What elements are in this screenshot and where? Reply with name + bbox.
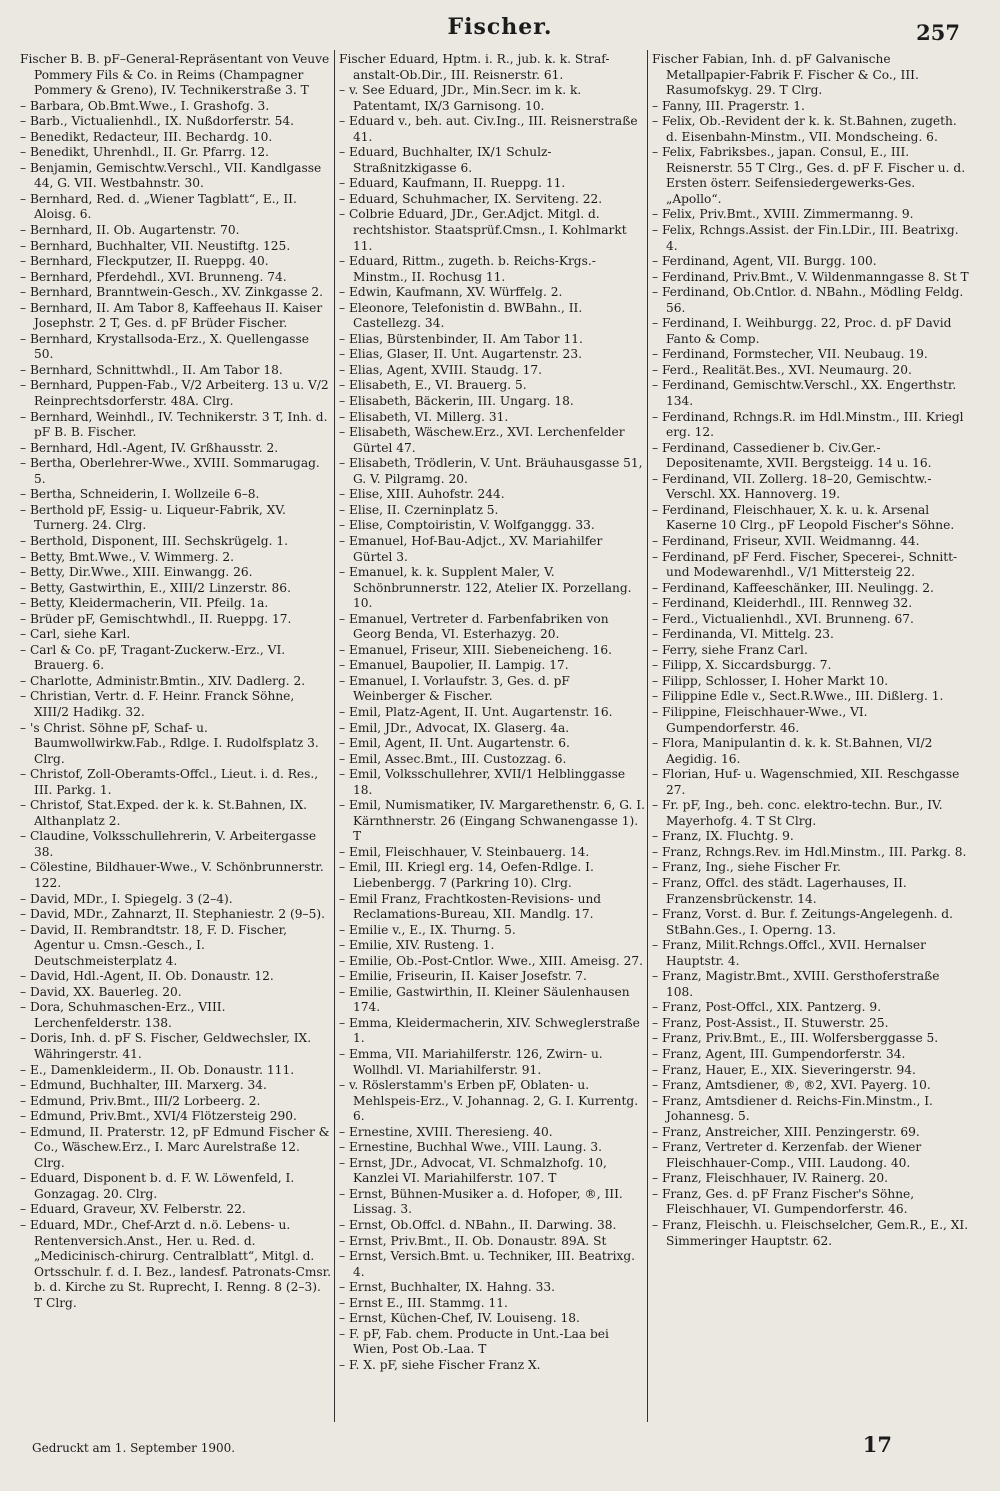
directory-entry: – Edmund, Buchhalter, III. Marxerg. 34.: [20, 1078, 267, 1093]
directory-entry: – David, II. Rembrandtstr. 18, F. D. Fischer, Agentur u. Cmsn.-Gesch., I. Deutschmeisterplatz 4.: [20, 922, 287, 968]
directory-entry: Fischer Eduard, Hptm. i. R., jub. k. k. Straf-anstalt-Ob.Dir., III. Reisnerstr. 61.: [339, 52, 610, 82]
directory-entry: – Bernhard, Weinhdl., IV. Technikerstr. 3 T, Inh. d. pF B. B. Fischer.: [20, 409, 328, 440]
directory-entry: – Florian, Huf- u. Wagenschmied, XII. Reschgasse 27.: [652, 767, 960, 797]
directory-entry: – Ernst, Bühnen-Musiker a. d. Hofoper, ®, III. Lissag. 3.: [339, 1186, 623, 1217]
directory-entry: – Barbara, Ob.Bmt.Wwe., I. Grashofg. 3.: [20, 98, 270, 113]
directory-entry: – Franz, Fleischh. u. Fleischselcher, Gem.R., E., XI. Simmeringer Hauptstr. 62.: [652, 1218, 969, 1248]
directory-entry: – Emil, JDr., Advocat, IX. Glaserg. 4a.: [339, 720, 570, 735]
directory-entry: – Bernhard, II. Am Tabor 8, Kaffeehaus II. Kaiser Josephstr. 2 T, Ges. d. pF Brüder Fischer.: [20, 300, 323, 331]
directory-entry: – Edmund, Priv.Bmt., III/2 Lorbeerg. 2.: [20, 1093, 261, 1108]
directory-entry: – Bernhard, Buchhalter, VII. Neustiftg. 125.: [20, 238, 291, 253]
directory-entry: – Ferdinand, Agent, VII. Burgg. 100.: [652, 254, 877, 269]
directory-entry: – Bernhard, Branntwein-Gesch., XV. Zinkgasse 2.: [20, 285, 323, 300]
directory-entry: – 's Christ. Söhne pF, Schaf- u. Baumwollwirkw.Fab., Rdlge. I. Rudolfsplatz 3. Clrg.: [20, 720, 319, 766]
directory-entry: – Elise, XIII. Auhofstr. 244.: [339, 487, 505, 502]
directory-entry: – Eduard, Buchhalter, IX/1 Schulz-Straßnitzkigasse 6.: [339, 145, 552, 175]
directory-entry: – Emil, Platz-Agent, II. Unt. Augartenstr. 16.: [339, 704, 613, 719]
directory-entry: – E., Damenkleiderm., II. Ob. Donaustr. 111.: [20, 1062, 295, 1077]
directory-entry: – Elisabeth, Trödlerin, V. Unt. Bräuhausgasse 51, G. V. Pilgramg. 20.: [339, 456, 643, 486]
directory-entry: – Emilie, Friseurin, II. Kaiser Josefstr. 7.: [339, 969, 587, 984]
directory-entry: – Eleonore, Telefonistin d. BWBahn., II. Castellezg. 34.: [339, 300, 583, 331]
directory-entry: Fischer B. B. pF–General-Repräsentant von Veuve Pommery Fils & Co. in Reims (Champagner Pommery & Greno), IV. Technikerstraße 3. T: [20, 52, 330, 98]
directory-entry: – Emil, Numismatiker, IV. Margarethenstr. 6, G. I. Kärnthnerstr. 26 (Eingang Schwanengasse 1). T: [339, 798, 645, 844]
directory-entry: – Bernhard, Red. d. „Wiener Tagblatt“, E., II. Aloisg. 6.: [20, 191, 297, 222]
directory-entry: – Ernestine, XVIII. Theresieng. 40.: [339, 1124, 553, 1139]
directory-entry: – Benedikt, Uhrenhdl., II. Gr. Pfarrg. 12.: [20, 145, 270, 160]
directory-entry: – Franz, IX. Fluchtg. 9.: [652, 829, 794, 844]
directory-entry: Fischer Fabian, Inh. d. pF Galvanische Metallpapier-Fabrik F. Fischer & Co., III. Rasumofskyg. 29. T Clrg.: [652, 52, 919, 98]
directory-entry: – Franz, Offcl. des städt. Lagerhauses, II. Franzensbrückenstr. 14.: [652, 875, 907, 906]
directory-entry: – Emilie v., E., IX. Thurng. 5.: [339, 922, 516, 937]
directory-entry: – Ernst, Ob.Offcl. d. NBahn., II. Darwing. 38.: [339, 1218, 617, 1233]
directory-entry: – Ferdinanda, VI. Mittelg. 23.: [652, 627, 834, 642]
directory-entry: – Bertha, Oberlehrer-Wwe., XVIII. Sommarugag. 5.: [20, 456, 320, 486]
directory-entry: – Ferdinand, VII. Zollerg. 18–20, Gemischtw.-Verschl. XX. Hannoverg. 19.: [652, 471, 932, 502]
directory-entry: – Ernst, Priv.Bmt., II. Ob. Donaustr. 89A. St: [339, 1233, 607, 1248]
directory-entry: – F. X. pF, siehe Fischer Franz X.: [339, 1357, 541, 1372]
directory-entry: – Franz, Milit.Rchngs.Offcl., XVII. Hernalser Hauptstr. 4.: [652, 938, 926, 968]
column-divider: [647, 50, 648, 1422]
directory-entry: – Benedikt, Redacteur, III. Bechardg. 10.: [20, 129, 273, 144]
directory-entry: – Eduard, Disponent b. d. F. W. Löwenfeld, I. Gonzagag. 20. Clrg.: [20, 1171, 295, 1201]
directory-entry: – Franz, Post-Offcl., XIX. Pantzerg. 9.: [652, 1000, 882, 1015]
directory-entry: – Betty, Gastwirthin, E., XIII/2 Linzerstr. 86.: [20, 580, 291, 595]
directory-entry: – Eduard, Schuhmacher, IX. Serviteng. 22.: [339, 191, 603, 206]
directory-entry: – Ferdinand, Kaffeeschänker, III. Neulingg. 2.: [652, 580, 934, 595]
directory-entry: – Bernhard, Schnittwhdl., II. Am Tabor 18.: [20, 362, 283, 377]
directory-entry: – Doris, Inh. d. pF S. Fischer, Geldwechsler, IX. Währingerstr. 41.: [20, 1031, 312, 1061]
directory-entry: – Christof, Stat.Exped. der k. k. St.Bahnen, IX. Althanplatz 2.: [20, 798, 307, 828]
directory-entry: – Ferdinand, Ob.Cntlor. d. NBahn., Mödling Feldg. 56.: [652, 285, 964, 315]
directory-entry: – Ferry, siehe Franz Carl.: [652, 642, 808, 657]
directory-entry: – David, MDr., Zahnarzt, II. Stephaniestr. 2 (9–5).: [20, 907, 326, 922]
column-2: [339, 52, 645, 1420]
directory-entry: – Fanny, III. Pragerstr. 1.: [652, 98, 805, 113]
directory-entry: – Ferdinand, Friseur, XVII. Weidmanng. 44.: [652, 533, 920, 548]
directory-entry: – Bertha, Schneiderin, I. Wollzeile 6–8.: [20, 487, 260, 502]
directory-entry: – David, MDr., I. Spiegelg. 3 (2–4).: [20, 891, 233, 906]
directory-entry: – David, XX. Bauerleg. 20.: [20, 984, 182, 999]
directory-entry: – Colbrie Eduard, JDr., Ger.Adjct. Mitgl. d. rechtshistor. Staatsprüf.Cmsn., I. Kohlmarkt 11.: [339, 207, 627, 253]
directory-entry: – Franz, Ing., siehe Fischer Fr.: [652, 860, 841, 875]
directory-entry: – Franz, Agent, III. Gumpendorferstr. 34.: [652, 1047, 906, 1061]
directory-entry: – Elias, Glaser, II. Unt. Augartenstr. 23.: [339, 347, 582, 362]
directory-entry: – Carl, siehe Karl.: [20, 627, 131, 642]
directory-entry: – Ferd., Victualienhdl., XVI. Brunneng. 67.: [652, 611, 914, 626]
directory-entry: – Christof, Zoll-Oberamts-Offcl., Lieut. i. d. Res., III. Parkg. 1.: [20, 767, 319, 797]
directory-entry: – Emma, VII. Mariahilferstr. 126, Zwirn- u. Wollhdl. VI. Mariahilferstr. 91.: [339, 1047, 603, 1077]
directory-entry: – Elisabeth, VI. Millerg. 31.: [339, 409, 509, 424]
directory-entry: – Emil, Volksschullehrer, XVII/1 Helblinggasse 18.: [339, 767, 626, 797]
directory-entry: – Betty, Kleidermacherin, VII. Pfeilg. 1a.: [20, 596, 269, 611]
directory-entry: – Elias, Bürstenbinder, II. Am Tabor 11.: [339, 331, 583, 346]
directory-entry: – Felix, Ob.-Revident der k. k. St.Bahnen, zugeth. d. Eisenbahn-Minstm., VII. Mondscheing. 6.: [652, 114, 957, 144]
directory-entry: – Emanuel, Vertreter d. Farbenfabriken von Georg Benda, VI. Esterhazyg. 20.: [339, 611, 609, 642]
directory-entry: – Dora, Schuhmaschen-Erz., VIII. Lerchenfelderstr. 138.: [20, 1000, 226, 1030]
directory-entry: – Ferdinand, Priv.Bmt., V. Wildenmanngasse 8. St T: [652, 269, 969, 284]
directory-entry: – Franz, Vorst. d. Bur. f. Zeitungs-Angelegenh. d. StBahn.Ges., I. Operng. 13.: [652, 907, 953, 937]
directory-entry: – Franz, Rchngs.Rev. im Hdl.Minstm., III. Parkg. 8.: [652, 844, 967, 859]
directory-entry: – Edmund, II. Praterstr. 12, pF Edmund Fischer & Co., Wäschew.Erz., I. Marc Aurelstraße 12. Clrg.: [20, 1124, 330, 1170]
directory-entry: – Franz, Vertreter d. Kerzenfab. der Wiener Fleischhauer-Comp., VIII. Laudong. 40.: [652, 1140, 922, 1170]
directory-entry: – Ernst, Küchen-Chef, IV. Louiseng. 18.: [339, 1311, 580, 1326]
directory-entry: – Charlotte, Administr.Bmtin., XIV. Dadlerg. 2.: [20, 673, 306, 688]
directory-entry: – Betty, Dir.Wwe., XIII. Einwangg. 26.: [20, 565, 253, 580]
column-3: [652, 52, 970, 1420]
directory-entry: – Ferdinand, Formstecher, VII. Neubaug. 19.: [652, 347, 928, 362]
directory-entry: – Ernst, Buchhalter, IX. Hahng. 33.: [339, 1280, 556, 1295]
directory-entry: – Bernhard, Pferdehdl., XVI. Brunneng. 74.: [20, 269, 287, 284]
directory-entry: – Filipp, Schlosser, I. Hoher Markt 10.: [652, 673, 889, 688]
directory-entry: – Eduard, Kaufmann, II. Rueppg. 11.: [339, 176, 566, 191]
directory-entry: – Fr. pF, Ing., beh. conc. elektro-techn. Bur., IV. Mayerhofg. 4. T St Clrg.: [652, 798, 943, 828]
directory-entry: – Emanuel, Friseur, XIII. Siebeneicheng. 16.: [339, 642, 612, 657]
directory-entry: – Elias, Agent, XVIII. Staudg. 17.: [339, 362, 543, 377]
column-divider: [334, 50, 335, 1422]
directory-entry: – Franz, Hauer, E., XIX. Sieveringerstr. 94.: [652, 1062, 916, 1077]
directory-entry: – Elisabeth, Wäschew.Erz., XVI. Lerchenfelder Gürtel 47.: [339, 425, 625, 455]
page-number: 257: [916, 20, 960, 45]
directory-entry: – Elisabeth, Bäckerin, III. Ungarg. 18.: [339, 394, 574, 409]
directory-entry: – Emanuel, I. Vorlaufstr. 3, Ges. d. pF Weinberger & Fischer.: [339, 673, 570, 704]
directory-entry: – Ernst, JDr., Advocat, VI. Schmalzhofg. 10, Kanzlei VI. Mariahilferstr. 107. T: [339, 1155, 607, 1186]
directory-entry: – Bernhard, II. Ob. Augartenstr. 70.: [20, 223, 240, 238]
column-1: [20, 52, 332, 1420]
directory-entry: – Cölestine, Bildhauer-Wwe., V. Schönbrunnerstr. 122.: [20, 860, 324, 890]
directory-entry: – v. Röslerstamm's Erben pF, Oblaten- u. Mehlspeis-Erz., V. Johannag. 2, G. I. Kurrentg. 6.: [339, 1078, 639, 1124]
directory-entry: – Emilie, XIV. Rusteng. 1.: [339, 938, 495, 953]
directory-entry: – Carl & Co. pF, Tragant-Zuckerw.-Erz., VI. Brauerg. 6.: [20, 642, 286, 673]
directory-entry: – Bernhard, Puppen-Fab., V/2 Arbeiterg. 13 u. V/2 Reinprechtsdorferstr. 48A. Clrg.: [20, 378, 329, 409]
directory-entry: – Emilie, Gastwirthin, II. Kleiner Säulenhausen 174.: [339, 984, 630, 1015]
directory-entry: – Emanuel, k. k. Supplent Maler, V. Schönbrunnerstr. 122, Atelier IX. Porzellang. 10.: [339, 565, 632, 611]
directory-entry: – Ferdinand, pF Ferd. Fischer, Specerei-, Schnitt- und Modewarenhdl., V/1 Mittersteig 22.: [652, 549, 958, 580]
directory-entry: – David, Hdl.-Agent, II. Ob. Donaustr. 12.: [20, 969, 274, 984]
directory-entry: – Franz, Priv.Bmt., E., III. Wolfersberggasse 5.: [652, 1031, 939, 1046]
directory-entry: – Berthold, Disponent, III. Sechskrügelg. 1.: [20, 533, 288, 548]
directory-entry: – Betty, Bmt.Wwe., V. Wimmerg. 2.: [20, 549, 234, 564]
directory-entry: – Edmund, Priv.Bmt., XVI/4 Flötzersteig 290.: [20, 1109, 297, 1124]
directory-entry: – Ferdinand, Gemischtw.Verschl., XX. Engerthstr. 134.: [652, 378, 957, 409]
directory-entry: – Emil, III. Kriegl erg. 14, Oefen-Rdlge. I. Liebenbergg. 7 (Parkring 10). Clrg.: [339, 860, 594, 890]
directory-entry: – Ernst, Versich.Bmt. u. Techniker, III. Beatrixg. 4.: [339, 1249, 636, 1279]
directory-entry: – Edwin, Kaufmann, XV. Würffelg. 2.: [339, 285, 563, 300]
directory-entry: – Franz, Fleischhauer, IV. Rainerg. 20.: [652, 1171, 889, 1186]
page-title: Fischer.: [447, 14, 553, 40]
directory-entry: – Felix, Fabriksbes., japan. Consul, E., III. Reisnerstr. 55 T Clrg., Ges. d. pF F. Fischer u. d. Ersten österr. Seifensiedergewerks-Ges. „Apollo“.: [652, 145, 966, 206]
directory-entry: – Franz, Anstreicher, XIII. Penzingerstr. 69.: [652, 1124, 920, 1139]
directory-entry: – Eduard v., beh. aut. Civ.Ing., III. Reisnerstraße 41.: [339, 114, 638, 144]
directory-entry: – Emma, Kleidermacherin, XIV. Schweglerstraße 1.: [339, 1015, 640, 1046]
directory-entry: – Ferd., Realität.Bes., XVI. Neumaurg. 20.: [652, 362, 912, 377]
signature-mark: 17: [862, 1432, 892, 1457]
directory-entry: – Ferdinand, Rchngs.R. im Hdl.Minstm., III. Kriegl erg. 12.: [652, 409, 964, 440]
directory-entry: – Filippine Edle v., Sect.R.Wwe., III. Dißlerg. 1.: [652, 689, 944, 704]
directory-entry: – Ferdinand, Cassediener b. Civ.Ger.-Depositenamte, XVII. Bergsteigg. 14 u. 16.: [652, 440, 932, 471]
directory-entry: – Berthold pF, Essig- u. Liqueur-Fabrik, XV. Turnerg. 24. Clrg.: [20, 502, 286, 533]
directory-entry: – Bernhard, Hdl.-Agent, IV. Grßhausstr. 2.: [20, 440, 279, 455]
directory-entry: – Flora, Manipulantin d. k. k. St.Bahnen, VI/2 Aegidig. 16.: [652, 736, 933, 766]
directory-entry: – Felix, Priv.Bmt., XVIII. Zimmermanng. 9.: [652, 207, 914, 222]
directory-entry: – Emil Franz, Frachtkosten-Revisions- und Reclamations-Bureau, XII. Mandlg. 17.: [339, 891, 602, 922]
directory-entry: – Emil, Agent, II. Unt. Augartenstr. 6.: [339, 736, 570, 751]
directory-entry: – Eduard, Rittm., zugeth. b. Reichs-Krgs.-Minstm., II. Rochusg 11.: [339, 254, 596, 284]
directory-entry: – Ferdinand, Kleiderhdl., III. Rennweg 32.: [652, 596, 913, 611]
directory-entry: – Eduard, MDr., Chef-Arzt d. n.ö. Lebens- u. Rentenversich.Anst., Her. u. Red. d. „Medicinisch-chirurg. Centralblatt“, Mitgl. d. Ortsschulr. f. d. I. Bez., landesf. Patronats-Cmsr. b. d. Kirche zu St. Ruprecht, I. Renng. 8 (2–3). T Clrg.: [20, 1218, 331, 1310]
directory-entry: – Franz, Ges. d. pF Franz Fischer's Söhne, Fleischhauer, VI. Gumpendorferstr. 46.: [652, 1186, 915, 1217]
directory-entry: – Emil, Assec.Bmt., III. Custozzag. 6.: [339, 751, 567, 766]
directory-entry: – Ferdinand, Fleischhauer, X. k. u. k. Arsenal Kaserne 10 Clrg., pF Leopold Fischer's Söhne.: [652, 502, 955, 533]
directory-entry: – Barb., Victualienhdl., IX. Nußdorferstr. 54.: [20, 114, 294, 129]
directory-entry: – Emanuel, Hof-Bau-Adjct., XV. Mariahilfer Gürtel 3.: [339, 533, 603, 564]
directory-entry: – Franz, Post-Assist., II. Stuwerstr. 25.: [652, 1015, 889, 1030]
directory-entry: – Emilie, Ob.-Post-Cntlor. Wwe., XIII. Ameisg. 27.: [339, 953, 644, 968]
directory-entry: – Ernestine, Buchhal Wwe., VIII. Laung. 3.: [339, 1140, 603, 1155]
directory-entry: – Brüder pF, Gemischtwhdl., II. Rueppg. 17.: [20, 611, 292, 626]
directory-entry: – v. See Eduard, JDr., Min.Secr. im k. k. Patentamt, IX/3 Garnisong. 10.: [339, 83, 582, 113]
directory-entry: – Elisabeth, E., VI. Brauerg. 5.: [339, 378, 527, 393]
directory-entry: – Felix, Rchngs.Assist. der Fin.LDir., III. Beatrixg. 4.: [652, 223, 959, 253]
directory-entry: – Christian, Vertr. d. F. Heinr. Franck Söhne, XIII/2 Hadikg. 32.: [20, 689, 295, 719]
directory-entry: – Emanuel, Baupolier, II. Lampig. 17.: [339, 658, 569, 673]
directory-entry: – Filippine, Fleischhauer-Wwe., VI. Gumpendorferstr. 46.: [652, 704, 868, 735]
directory-entry: – Ernst E., III. Stammg. 11.: [339, 1295, 508, 1310]
directory-entry: – Elise, Comptoiristin, V. Wolfganggg. 33.: [339, 518, 595, 533]
directory-entry: – Emil, Fleischhauer, V. Steinbauerg. 14.: [339, 844, 590, 859]
print-date: Gedruckt am 1. September 1900.: [32, 1441, 236, 1455]
directory-entry: – Franz, Amtsdiener, ®, ®2, XVI. Payerg. 10.: [652, 1078, 931, 1093]
directory-entry: – Filipp, X. Siccardsburgg. 7.: [652, 658, 832, 673]
directory-entry: – Bernhard, Fleckputzer, II. Rueppg. 40.: [20, 254, 269, 269]
directory-entry: – Bernhard, Krystallsoda-Erz., X. Quellengasse 50.: [20, 331, 310, 362]
directory-entry: – Eduard, Graveur, XV. Felberstr. 22.: [20, 1202, 246, 1217]
directory-entry: – Franz, Amtsdiener d. Reichs-Fin.Minstm., I. Johannesg. 5.: [652, 1093, 933, 1124]
directory-entry: – Franz, Magistr.Bmt., XVIII. Gersthoferstraße 108.: [652, 969, 940, 999]
directory-entry: – Elise, II. Czerninplatz 5.: [339, 502, 499, 517]
directory-entry: – Benjamin, Gemischtw.Verschl., VII. Kandlgasse 44, G. VII. Westbahnstr. 30.: [20, 160, 322, 191]
directory-entry: – Ferdinand, I. Weihburgg. 22, Proc. d. pF David Fanto & Comp.: [652, 316, 952, 346]
directory-entry: – Claudine, Volksschullehrerin, V. Arbeitergasse 38.: [20, 829, 317, 859]
directory-entry: – F. pF, Fab. chem. Producte in Unt.-Laa bei Wien, Post Ob.-Laa. T: [339, 1326, 609, 1357]
